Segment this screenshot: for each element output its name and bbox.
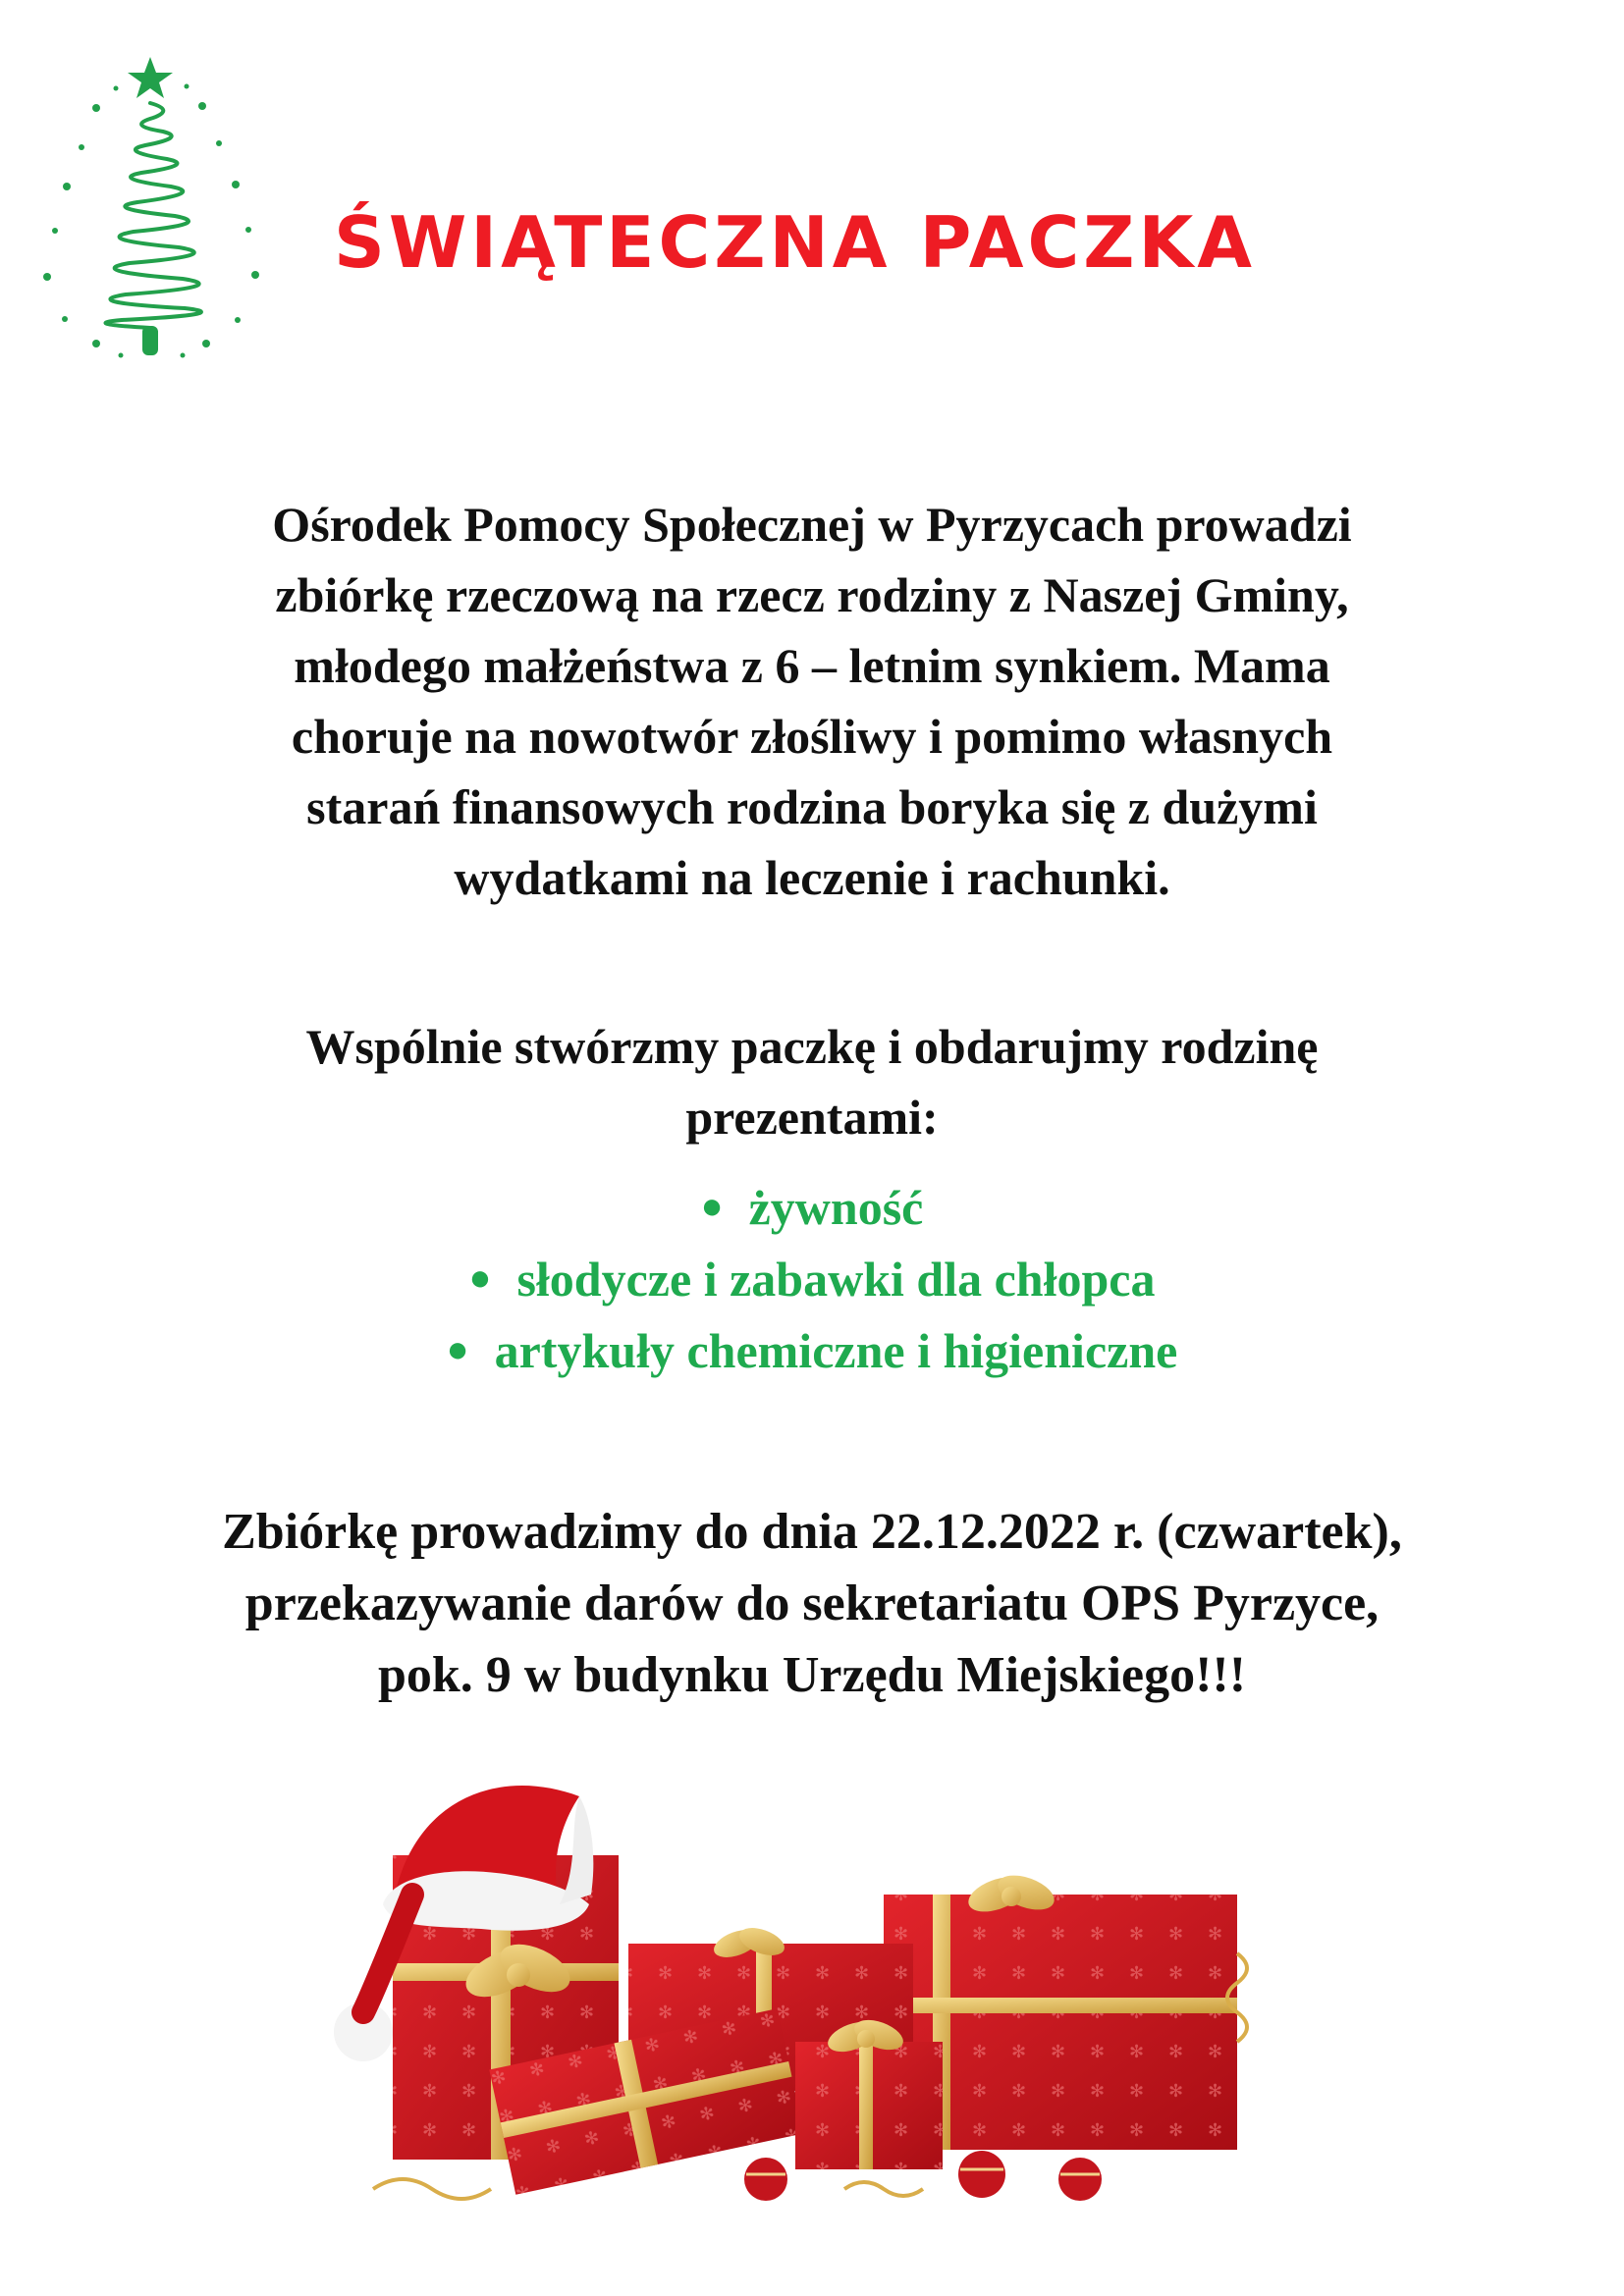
intro-line: wydatkami na leczenie i rachunki.	[454, 850, 1170, 905]
list-item	[118, 1314, 1506, 1386]
cta-line: Wspólnie stwórzmy paczkę i obdarujmy rodzinę	[305, 1019, 1319, 1074]
deadline-line: pok. 9 w budynku Urzędu Miejskiego!!!	[377, 1647, 1247, 1703]
list-item	[118, 1243, 1506, 1314]
list-item-label: żywność	[748, 1180, 924, 1235]
cta-line: prezentami:	[685, 1090, 939, 1145]
deadline-paragraph	[59, 1496, 1565, 1711]
gift-boxes-illustration	[334, 1757, 1296, 2218]
intro-line: starań finansowych rodzina boryka się z dużymi	[306, 779, 1318, 834]
bullet-icon: ●	[446, 1329, 469, 1370]
deadline-line: przekazywanie darów do sekretariatu OPS Pyrzyce,	[244, 1575, 1380, 1631]
gift-items-list	[118, 1171, 1506, 1386]
page-title: ŚWIĄTECZNA PACZKA	[334, 201, 1257, 284]
intro-line: choruje na nowotwór złośliwy i pomimo własnych	[291, 709, 1333, 764]
call-to-action	[118, 1011, 1506, 1152]
deadline-line: Zbiórkę prowadzimy do dnia 22.12.2022 r. (czwartek),	[222, 1504, 1402, 1560]
intro-line: młodego małżeństwa z 6 – letnim synkiem. Mama	[294, 638, 1330, 693]
list-item-label: słodycze i zabawki dla chłopca	[516, 1252, 1156, 1307]
christmas-tree-icon	[27, 49, 273, 363]
bullet-icon: ●	[700, 1186, 724, 1227]
intro-line: Ośrodek Pomocy Społecznej w Pyrzycach prowadzi	[272, 497, 1352, 552]
intro-line: zbiórkę rzeczową na rzecz rodziny z Naszej Gminy,	[275, 567, 1349, 622]
list-item	[118, 1171, 1506, 1243]
list-item-label: artykuły chemiczne i higieniczne	[494, 1323, 1178, 1378]
intro-paragraph	[118, 489, 1506, 913]
bullet-icon: ●	[468, 1257, 492, 1299]
